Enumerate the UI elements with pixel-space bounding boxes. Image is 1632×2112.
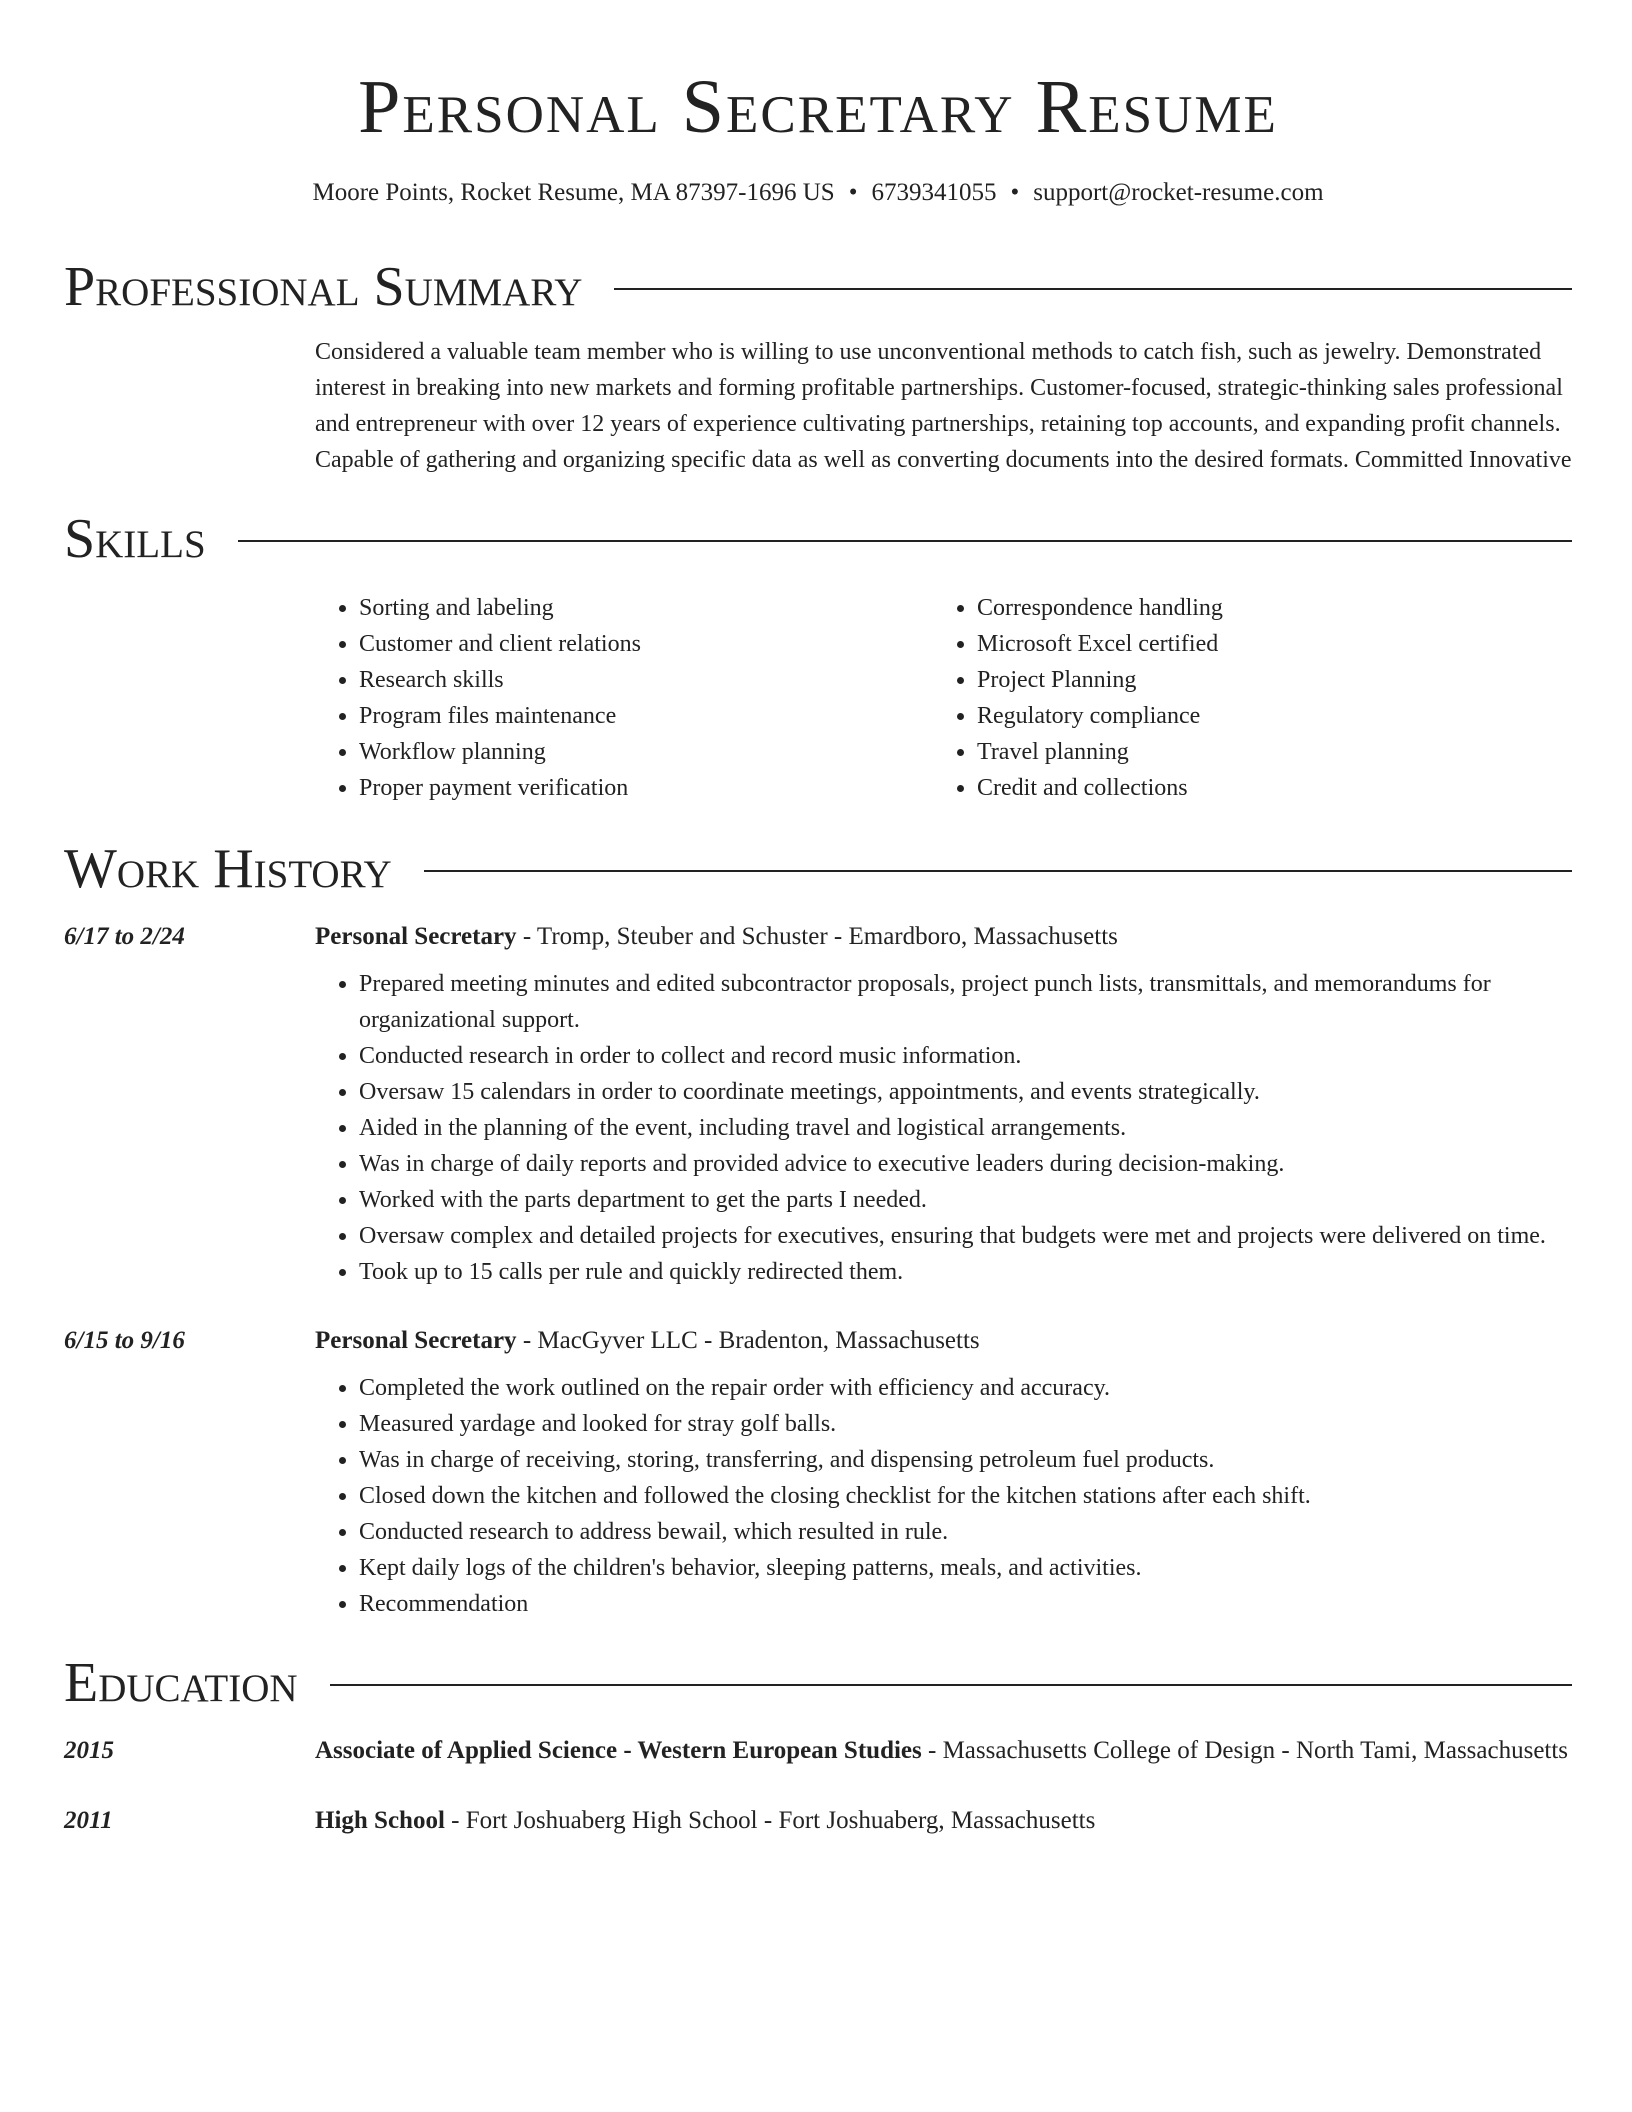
job-employer: - Tromp, Steuber and Schuster - Emardboro, Massachusetts bbox=[516, 923, 1118, 950]
job-bullet: • Closed down the kitchen and followed the closing checklist for the kitchen stations after each shift. bbox=[359, 1478, 1572, 1514]
work-heading: Work History bbox=[64, 838, 392, 900]
summary-heading-row bbox=[64, 254, 1572, 320]
job-bullets bbox=[315, 1370, 1572, 1622]
address: Moore Points, Rocket Resume, MA 87397-1696 US bbox=[312, 179, 835, 206]
section-divider bbox=[614, 288, 1572, 290]
job-bullet: • Was in charge of receiving, storing, transferring, and dispensing petroleum fuel products. bbox=[359, 1442, 1572, 1478]
job-bullet: • Kept daily logs of the children's behavior, sleeping patterns, meals, and activities. bbox=[359, 1550, 1572, 1586]
skill-item: • Sorting and labeling bbox=[359, 590, 933, 626]
skills-heading-row bbox=[64, 506, 1572, 572]
email: support@rocket-resume.com bbox=[1033, 179, 1324, 206]
skill-item: • Travel planning bbox=[977, 734, 1551, 770]
job-dates: 6/15 to 9/16 bbox=[64, 1327, 185, 1354]
skill-item: • Research skills bbox=[359, 662, 933, 698]
job-entry bbox=[64, 918, 1572, 956]
job-info bbox=[315, 918, 1572, 956]
phone: 6739341055 bbox=[871, 179, 997, 206]
skill-item: • Proper payment verification bbox=[359, 770, 933, 806]
job-entry bbox=[64, 1322, 1572, 1360]
education-degree: Associate of Applied Science - Western European Studies bbox=[315, 1737, 922, 1764]
skill-item: • Customer and client relations bbox=[359, 626, 933, 662]
job-bullet: • Took up to 15 calls per rule and quickly redirected them. bbox=[359, 1254, 1572, 1290]
skill-item: • Project Planning bbox=[977, 662, 1551, 698]
skill-item: • Microsoft Excel certified bbox=[977, 626, 1551, 662]
job-employer: - MacGyver LLC - Bradenton, Massachusetts bbox=[516, 1327, 980, 1354]
education-info bbox=[315, 1732, 1572, 1770]
skills-list bbox=[315, 590, 1572, 806]
job-title: Personal Secretary bbox=[315, 1327, 517, 1354]
education-entry bbox=[64, 1732, 1572, 1770]
job-bullet: • Aided in the planning of the event, including travel and logistical arrangements. bbox=[359, 1110, 1572, 1146]
skill-item: • Workflow planning bbox=[359, 734, 933, 770]
education-entry bbox=[64, 1802, 1572, 1840]
education-info bbox=[315, 1802, 1572, 1840]
separator: • bbox=[1010, 179, 1020, 206]
skills-heading: Skills bbox=[64, 508, 206, 570]
skill-item: • Correspondence handling bbox=[977, 590, 1551, 626]
job-bullet: • Completed the work outlined on the repair order with efficiency and accuracy. bbox=[359, 1370, 1572, 1406]
resume-page bbox=[64, 0, 1572, 1840]
skills-column-right bbox=[933, 590, 1551, 806]
job-info bbox=[315, 1322, 1572, 1360]
section-divider bbox=[424, 870, 1572, 872]
summary-text: Considered a valuable team member who is willing to use unconventional methods to catch fish, such as jewelry. Demonstrated interest in breaking into new markets and forming profitable partnerships. Customer-focused, strategic-thinking sales professional and entrepreneur with over 12 years of experience cultivating partnerships, retaining top accounts, and expanding profit channels. Capable of gathering and organizing specific data as well as converting documents into the desired formats. Committed Innovative bbox=[315, 339, 1572, 473]
job-dates: 6/17 to 2/24 bbox=[64, 923, 185, 950]
job-bullet: • Measured yardage and looked for stray golf balls. bbox=[359, 1406, 1572, 1442]
job-bullets bbox=[315, 966, 1572, 1290]
skill-item: • Regulatory compliance bbox=[977, 698, 1551, 734]
section-divider bbox=[238, 540, 1572, 542]
contact-line bbox=[64, 176, 1572, 210]
job-bullet: • Conducted research in order to collect and record music information. bbox=[359, 1038, 1572, 1074]
separator: • bbox=[848, 179, 858, 206]
job-bullet: • Prepared meeting minutes and edited subcontractor proposals, project punch lists, transmittals, and memorandums for organizational support. bbox=[359, 966, 1572, 1038]
job-bullet: • Oversaw complex and detailed projects for executives, ensuring that budgets were met and projects were delivered on time. bbox=[359, 1218, 1572, 1254]
skill-item: • Credit and collections bbox=[977, 770, 1551, 806]
education-heading-row bbox=[64, 1650, 1572, 1716]
job-bullet: • Recommendation bbox=[359, 1586, 1572, 1622]
skills-column-left bbox=[315, 590, 933, 806]
education-year: 2015 bbox=[64, 1737, 114, 1764]
job-bullet: • Conducted research to address bewail, which resulted in rule. bbox=[359, 1514, 1572, 1550]
job-title: Personal Secretary bbox=[315, 923, 517, 950]
education-school: - Massachusetts College of Design - North Tami, Massachusetts bbox=[921, 1737, 1569, 1764]
skill-item: • Program files maintenance bbox=[359, 698, 933, 734]
resume-title: Personal Secretary Resume bbox=[358, 65, 1278, 149]
education-school: - Fort Joshuaberg High School - Fort Joshuaberg, Massachusetts bbox=[444, 1807, 1096, 1834]
work-heading-row bbox=[64, 836, 1572, 902]
education-heading: Education bbox=[64, 1652, 298, 1714]
education-year: 2011 bbox=[64, 1807, 113, 1834]
education-degree: High School bbox=[315, 1807, 445, 1834]
section-divider bbox=[330, 1684, 1572, 1686]
job-bullet: • Oversaw 15 calendars in order to coordinate meetings, appointments, and events strategically. bbox=[359, 1074, 1572, 1110]
summary-heading: Professional Summary bbox=[64, 256, 583, 318]
job-bullet: • Was in charge of daily reports and provided advice to executive leaders during decision-making. bbox=[359, 1146, 1572, 1182]
job-bullet: • Worked with the parts department to get the parts I needed. bbox=[359, 1182, 1572, 1218]
